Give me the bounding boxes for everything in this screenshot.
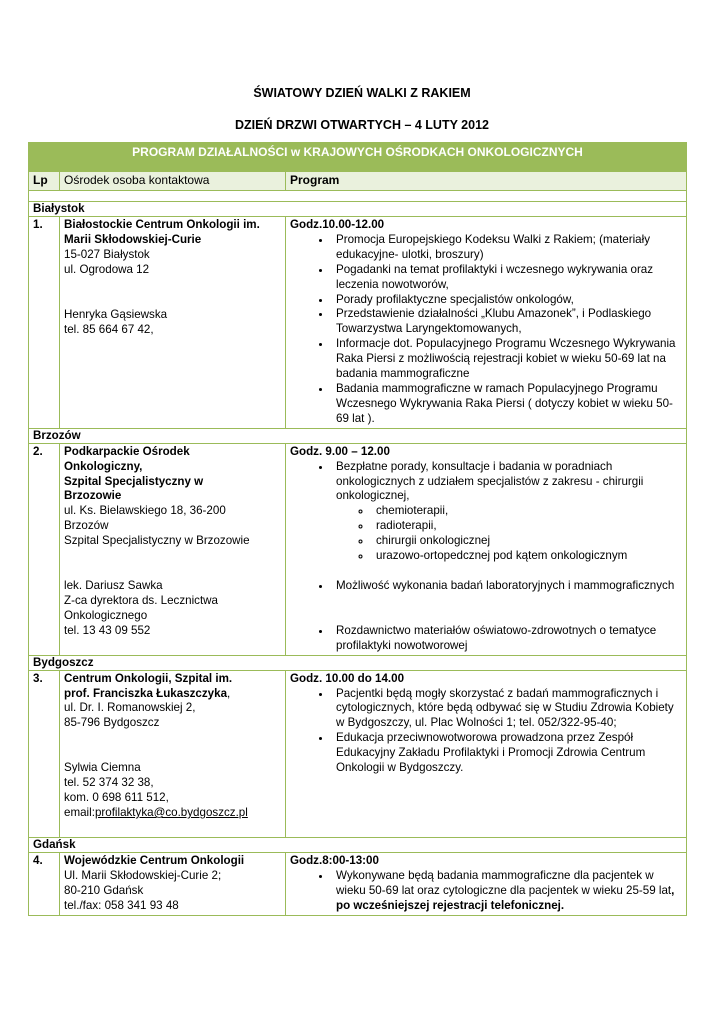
- row-number: 3.: [29, 670, 60, 837]
- document-subtitle: DZIEŃ DRZWI OTWARTYCH – 4 LUTY 2012: [235, 118, 489, 132]
- center-name-line: [64, 687, 281, 702]
- program-cell: [286, 670, 687, 837]
- header-program: Program: [286, 172, 687, 191]
- program-list: [290, 624, 682, 654]
- program-sublist: [336, 504, 682, 564]
- program-hours: Godz.8:00-13:00: [290, 853, 379, 867]
- program-hours: Godz. 9.00 – 12.00: [290, 444, 390, 458]
- table-banner: PROGRAM DZIAŁALNOŚCI w KRAJOWYCH OŚRODKACH ONKOLOGICZNYCH: [29, 143, 687, 172]
- list-item: [332, 460, 682, 564]
- sublist-item: ◦ urazowo-ortopedcznej pod kątem onkologicznym: [372, 549, 682, 564]
- address-line: Szpital Specjalistyczny w Brzozowie: [64, 534, 250, 548]
- program-list: [290, 460, 682, 564]
- list-item-text: Wykonywane będą badania mammograficzne dla pacjentek w wieku 50-69 lat oraz cytologiczne dla pacjentek w wieku 25-59 lat: [336, 868, 672, 897]
- sublist-item: ◦ chirurgii onkologicznej: [372, 534, 682, 549]
- address-line: ul. Ogrodowa 12: [64, 262, 150, 276]
- list-item: • Informacje dot. Populacyjnego Programu Wczesnego Wykrywania Raka Piersi z możliwością rejestracji kobiet w wieku 50-69 lat na badania mammograficzne: [332, 337, 682, 382]
- list-item: [332, 869, 682, 914]
- list-item: • Badania mammograficzne w ramach Populacyjnego Programu Wczesnego Wykrywania Raka Piersi ( dotyczy kobiet w wieku 50-69 lat ).: [332, 382, 682, 427]
- center-name-line: Podkarpackie Ośrodek: [64, 444, 190, 458]
- center-name-line: Centrum Onkologii, Szpital im.: [64, 671, 233, 685]
- city-name: Brzozów: [29, 428, 687, 443]
- list-item: • Pogadanki na temat profilaktyki i wczesnego wykrywania oraz leczenia nowotworów,: [332, 263, 682, 293]
- city-row-bydgoszcz: [29, 655, 687, 670]
- row-number: 1.: [29, 217, 60, 429]
- center-cell: [60, 443, 286, 655]
- city-row-brzozow: [29, 428, 687, 443]
- table-row: [29, 217, 687, 429]
- program-hours: Godz. 10.00 do 14.00: [290, 671, 405, 685]
- city-name: Bydgoszcz: [29, 655, 687, 670]
- program-table: [28, 142, 687, 916]
- list-item: • Możliwość wykonania badań laboratoryjnych i mammograficznych: [332, 579, 682, 594]
- city-row-gdansk: [29, 837, 687, 852]
- center-name-line: Marii Skłodowskiej-Curie: [64, 232, 202, 246]
- list-item: • Przedstawienie działalności „Klubu Amazonek”, i Podlaskiego Towarzystwa Laryngektomowanych,: [332, 307, 682, 337]
- list-item-text: Bezpłatne porady, konsultacje i badania w poradniach onkologicznych z udziałem specjalistów z zakresu - chirurgii onkologicznej,: [336, 459, 644, 503]
- address-line: Brzozów: [64, 519, 109, 533]
- table-banner-row: [29, 143, 687, 172]
- address-line: 80-210 Gdańsk: [64, 883, 144, 897]
- contact-line: lek. Dariusz Sawka: [64, 579, 163, 593]
- address-line: 85-796 Bydgoszcz: [64, 716, 160, 730]
- center-name-suffix: ,: [227, 686, 231, 700]
- sublist-item: ◦ radioterapii,: [372, 519, 682, 534]
- program-list: [290, 579, 682, 594]
- city-name: Białystok: [29, 202, 687, 217]
- center-cell: [60, 670, 286, 837]
- address-line: tel./fax: 058 341 93 48: [64, 898, 179, 912]
- center-name-line: Szpital Specjalistyczny w: [64, 474, 204, 488]
- document-title: ŚWIATOWY DZIEŃ WALKI Z RAKIEM: [253, 86, 471, 100]
- list-item-bold-text: , po wcześniejszej rejestracji telefonicznej.: [336, 883, 675, 912]
- list-item: • Promocja Europejskiego Kodeksu Walki z Rakiem; (materiały edukacyjne- ulotki, broszury): [332, 233, 682, 263]
- address-line: ul. Dr. I. Romanowskiej 2,: [64, 701, 196, 715]
- list-item: • Edukacja przeciwnowotworowa prowadzona przez Zespół Edukacyjny Zakładu Profilaktyki i Promocji Zdrowia Centrum Onkologii w Bydgoszczy.: [332, 731, 682, 776]
- table-row: [29, 852, 687, 915]
- program-cell: [286, 852, 687, 915]
- email-link[interactable]: profilaktyka@co.bydgoszcz.pl: [94, 806, 248, 819]
- row-number: 2.: [29, 443, 60, 655]
- header-lp: Lp: [29, 172, 60, 191]
- program-list: [290, 687, 682, 776]
- contact-line: kom. 0 698 611 512,: [64, 791, 169, 805]
- contact-line: tel. 52 374 32 38,: [64, 776, 154, 790]
- center-name-bold: prof. Franciszka Łukaszczyka: [64, 686, 228, 700]
- center-name-line: Białostockie Centrum Onkologii im.: [64, 218, 260, 231]
- table-row: [29, 670, 687, 837]
- program-cell: [286, 443, 687, 655]
- contact-line: Onkologicznego: [64, 608, 148, 622]
- spacer-row: [29, 191, 687, 202]
- contact-line: tel. 85 664 67 42,: [64, 322, 154, 336]
- email-label: email:: [64, 806, 95, 819]
- header-center: Ośrodek osoba kontaktowa: [60, 172, 286, 191]
- program-list: [290, 233, 682, 427]
- list-item: • Rozdawnictwo materiałów oświatowo-zdrowotnych o tematyce profilaktyki nowotworowej: [332, 624, 682, 654]
- contact-line: [64, 806, 281, 821]
- city-name: Gdańsk: [29, 837, 687, 852]
- list-item: • Pacjentki będą mogły skorzystać z badań mammograficznych i cytologicznych, które będą odbywać się w Studiu Zdrowia Kobiety w Bydgoszczy, ul. Plac Wolności 1; tel. 052/322-95-40;: [332, 687, 682, 732]
- city-row-bialystok: [29, 202, 687, 217]
- program-hours: Godz.10.00-12.00: [290, 218, 385, 231]
- contact-line: Sylwia Ciemna: [64, 761, 141, 775]
- table-row: [29, 443, 687, 655]
- center-name-line: Brzozowie: [64, 489, 122, 503]
- row-number: 4.: [29, 852, 60, 915]
- center-name-line: Wojewódzkie Centrum Onkologii: [64, 853, 245, 867]
- address-line: ul. Ks. Bielawskiego 18, 36-200: [64, 504, 226, 518]
- table-header-row: [29, 172, 687, 191]
- center-cell: [60, 852, 286, 915]
- contact-line: Z-ca dyrektora ds. Lecznictwa: [64, 593, 218, 607]
- list-item: • Porady profilaktyczne specjalistów onkologów,: [332, 293, 682, 308]
- contact-line: Henryka Gąsiewska: [64, 307, 168, 321]
- address-line: Ul. Marii Skłodowskiej-Curie 2;: [64, 868, 222, 882]
- center-name-line: Onkologiczny,: [64, 459, 143, 473]
- program-cell: [286, 217, 687, 429]
- center-cell: [60, 217, 286, 429]
- program-list: [290, 869, 682, 914]
- contact-line: tel. 13 43 09 552: [64, 623, 151, 637]
- address-line: 15-027 Białystok: [64, 247, 150, 261]
- sublist-item: ◦ chemioterapii,: [372, 504, 682, 519]
